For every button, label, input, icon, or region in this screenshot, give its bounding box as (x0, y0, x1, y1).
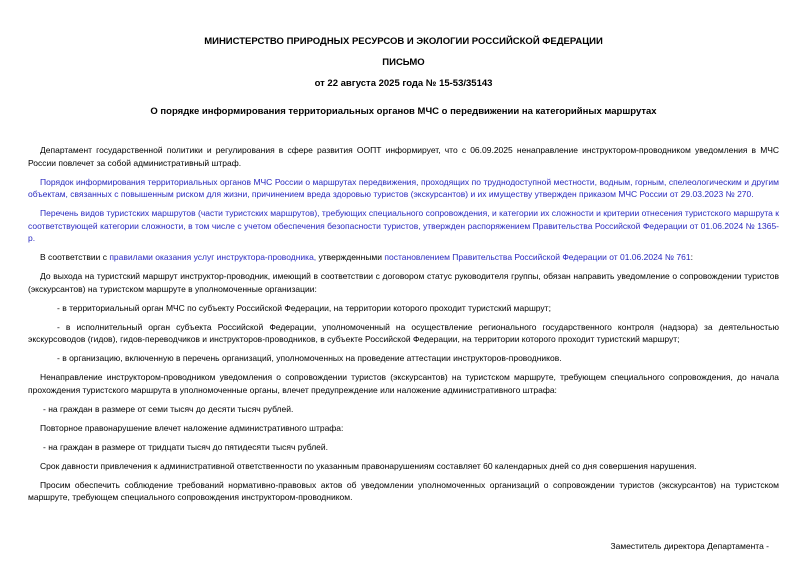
text-run: - на граждан в размере от тридцати тысяч до пятидесяти тысяч рублей. (43, 441, 329, 452)
signature-line: Заместитель директора Департамента - (610, 540, 769, 551)
paragraph (28, 302, 779, 315)
paragraph (28, 321, 779, 346)
text-run: Департамент государственной политики и регулирования в сфере развития ООПТ информирует, что с 06.09.2025 ненаправление инструктором-проводником уведомления в МЧС России повлечет за собой административный штраф. (28, 145, 779, 168)
document-link[interactable]: Порядок информирования территориальных органов МЧС России о маршрутах передвижения, проходящих по труднодоступной местности, водным, горным, спелеологическим и другим объектам, связанных с повышенным риском для жизни, причинением вреда здоровью туристов (экскурсантов) и их имуществу утвержден приказом МЧС России от 29.03.2023 № 270. (28, 176, 779, 199)
paragraph (28, 460, 779, 473)
document-link[interactable]: постановлением Правительства Российской Федерации от 01.06.2024 № 761 (384, 252, 691, 262)
text-run: - в организацию, включенную в перечень организаций, уполномоченных на проведение аттестации инструкторов-проводников. (57, 353, 562, 363)
paragraph (28, 144, 779, 169)
document-subject: О порядке информирования территориальных органов МЧС о передвижении на категорийных маршрутах (150, 106, 657, 117)
text-run: утвержденными (316, 252, 385, 262)
paragraph (28, 403, 779, 416)
text-run: Срок давности привлечения к административной ответственности по указанным правонарушениям составляет 60 календарных дней со дня совершения нарушения. (40, 460, 697, 471)
document-link[interactable]: Перечень видов туристских маршрутов (части туристских маршрутов), требующих специального сопровождения, и категории их сложности и критерии отнесения туристского маршрута к соответствующей категории сложности, в том числе с учетом обеспечения безопасности туристов, утвержден распоряжением Правительства Российской Федерации от 01.06.2024 № 1365-р. (28, 208, 779, 243)
paragraph (28, 371, 779, 396)
text-run: - в территориальный орган МЧС по субъекту Российской Федерации, на территории которого проходит туристский маршрут; (57, 302, 551, 313)
paragraph (28, 422, 779, 435)
document-date-number: от 22 августа 2025 года № 15-53/35143 (314, 78, 493, 89)
text-run: Повторное правонарушение влечет наложение административного штрафа: (40, 422, 344, 433)
text-run: Просим обеспечить соблюдение требований нормативно-правовых актов об уведомлении уполномоченных организаций о сопровождении туристов (экскурсантов) на туристском маршруте, требующем специального сопровождения инструктором-проводником. (28, 479, 779, 502)
paragraph (28, 270, 779, 295)
document-issuer: МИНИСТЕРСТВО ПРИРОДНЫХ РЕСУРСОВ И ЭКОЛОГИИ РОССИЙСКОЙ ФЕДЕРАЦИИ (204, 36, 603, 47)
text-run: В соответствии с (40, 252, 110, 262)
document-body (28, 144, 779, 504)
paragraph (28, 207, 779, 245)
text-run: - в исполнительный орган субъекта Российской Федерации, уполномоченный на осуществление регионального государственного контроля (надзора) за деятельностью экскурсоводов (гидов), гидов-переводчиков и инструкторов-проводников, в субъекте Российской Федерации, на территории которого проходит туристский маршрут; (28, 321, 779, 344)
document-header (28, 36, 779, 117)
document-type: ПИСЬМО (382, 57, 425, 68)
paragraph (28, 441, 779, 454)
document-link[interactable]: правилами оказания услуг инструктора-проводника, (109, 252, 317, 262)
paragraph (28, 479, 779, 504)
text-run: - на граждан в размере от семи тысяч до десяти тысяч рублей. (43, 403, 294, 414)
text-run: Ненаправление инструктором-проводником уведомления о сопровождении туристов (экскурсантов) на туристском маршруте, требующем специального сопровождения, до начала прохождения туристского маршрута в уполномоченные органы, влечет предупреждение или наложение административного штрафа: (28, 372, 779, 395)
text-run: До выхода на туристский маршрут инструктор-проводник, имеющий в соответствии с договором статус руководителя группы, обязан направить уведомление о сопровождении туристов (экскурсантов) на туристском маршруте в уполномоченные организации: (28, 271, 779, 294)
text-run: : (690, 252, 693, 262)
paragraph (28, 251, 779, 264)
paragraph (28, 352, 779, 365)
paragraph (28, 176, 779, 201)
